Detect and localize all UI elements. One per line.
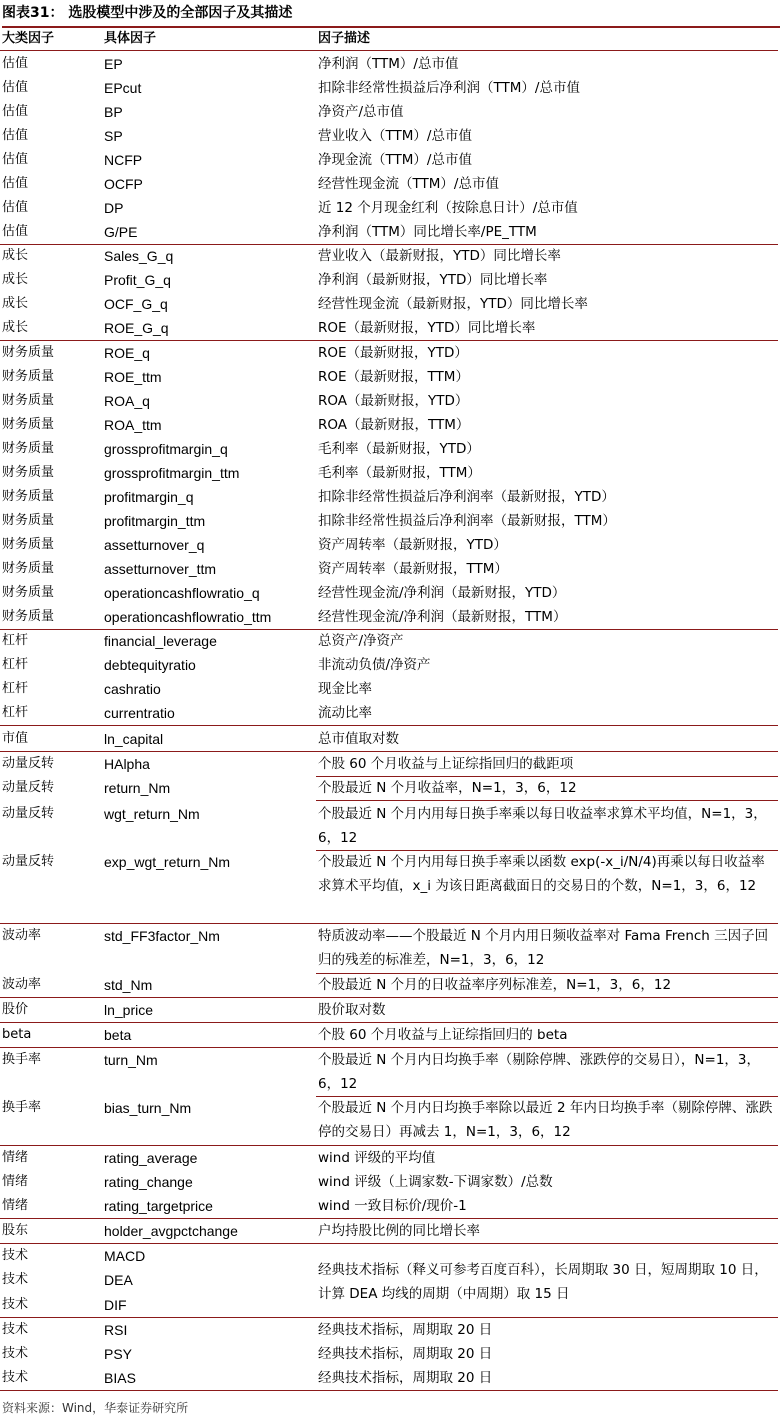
table-row bbox=[0, 509, 778, 533]
table-row bbox=[0, 76, 778, 100]
row-divider bbox=[316, 800, 778, 801]
description-cell: 经营性现金流（最新财报，YTD）同比增长率 bbox=[318, 296, 588, 312]
factor-cell: currentratio bbox=[104, 705, 175, 721]
description-cell: 营业收入（TTM）/总市值 bbox=[318, 128, 472, 144]
factor-cell: HAlpha bbox=[104, 756, 150, 772]
factor-cell: PSY bbox=[104, 1346, 133, 1362]
factor-cell: NCFP bbox=[104, 152, 143, 168]
factor-group bbox=[0, 244, 778, 340]
category-cell: 估值 bbox=[2, 80, 29, 95]
factor-cell: ROE_q bbox=[104, 345, 150, 361]
table-row bbox=[0, 124, 778, 148]
description-cell: 净资产/总市值 bbox=[318, 104, 404, 120]
factor-cell: ln_capital bbox=[104, 731, 164, 747]
category-cell: 动量反转 bbox=[2, 806, 55, 821]
header-category: 大类因子 bbox=[2, 31, 55, 46]
factor-cell: cashratio bbox=[104, 681, 161, 697]
table-row bbox=[0, 1219, 778, 1243]
category-cell: 估值 bbox=[2, 152, 29, 167]
description-cell: 扣除非经常性损益后净利润（TTM）/总市值 bbox=[318, 80, 580, 96]
table-row bbox=[0, 850, 778, 922]
factor-cell: ROE_G_q bbox=[104, 320, 169, 336]
factor-cell: G/PE bbox=[104, 224, 138, 240]
factor-cell: return_Nm bbox=[104, 780, 171, 796]
table-row bbox=[0, 148, 778, 172]
category-cell: 换手率 bbox=[2, 1100, 42, 1115]
category-cell: 财务质量 bbox=[2, 465, 55, 480]
description-cell: wind 一致目标价/现价-1 bbox=[318, 1198, 467, 1214]
category-cell: 动量反转 bbox=[2, 854, 55, 869]
table-row bbox=[0, 802, 778, 850]
factor-cell: DEA bbox=[104, 1272, 133, 1288]
factor-cell: ROA_q bbox=[104, 393, 150, 409]
category-cell: beta bbox=[2, 1027, 32, 1042]
factor-group bbox=[0, 998, 778, 1022]
header-factor: 具体因子 bbox=[104, 31, 157, 46]
factor-group bbox=[0, 1318, 778, 1390]
description-cell: ROA（最新财报，YTD） bbox=[318, 393, 469, 409]
description-cell: 个股最近 N 个月内用每日换手率乘以函数 exp(-x_i/N/4)再乘以每日收益率求算术平均值，x_i 为该日距离截面日的交易日的个数，N=1，3，6，12 bbox=[318, 854, 765, 894]
table-row bbox=[0, 629, 778, 653]
table-row bbox=[0, 776, 778, 800]
category-cell: 估值 bbox=[2, 104, 29, 119]
table-row bbox=[0, 653, 778, 677]
table-row bbox=[0, 581, 778, 605]
table-row bbox=[0, 389, 778, 413]
factor-cell: debtequityratio bbox=[104, 657, 196, 673]
factor-cell: grossprofitmargin_ttm bbox=[104, 465, 240, 481]
category-cell: 估值 bbox=[2, 200, 29, 215]
table-row bbox=[0, 100, 778, 124]
factor-cell: EP bbox=[104, 56, 123, 72]
category-cell: 技术 bbox=[2, 1370, 29, 1385]
description-cell: 资产周转率（最新财报，TTM） bbox=[318, 561, 508, 577]
table-row bbox=[0, 1170, 778, 1194]
factor-cell: std_Nm bbox=[104, 977, 153, 993]
table-row bbox=[0, 437, 778, 461]
table-row bbox=[0, 727, 778, 751]
table-row bbox=[0, 413, 778, 437]
description-cell: 营业收入（最新财报，YTD）同比增长率 bbox=[318, 248, 561, 264]
factor-group bbox=[0, 1146, 778, 1218]
category-cell: 换手率 bbox=[2, 1052, 42, 1067]
category-cell: 情绪 bbox=[2, 1150, 29, 1165]
factor-cell: beta bbox=[104, 1027, 132, 1043]
category-cell: 财务质量 bbox=[2, 489, 55, 504]
description-cell: 扣除非经常性损益后净利润率（最新财报，YTD） bbox=[318, 489, 615, 505]
factor-group bbox=[0, 1048, 778, 1145]
table-row bbox=[0, 1146, 778, 1170]
category-cell: 市值 bbox=[2, 731, 29, 746]
factor-group bbox=[0, 1219, 778, 1243]
category-cell: 情绪 bbox=[2, 1198, 29, 1213]
factor-group bbox=[0, 1244, 778, 1317]
description-cell: wind 评级的平均值 bbox=[318, 1150, 436, 1166]
table-row bbox=[0, 485, 778, 509]
factor-cell: rating_average bbox=[104, 1150, 198, 1166]
category-cell: 技术 bbox=[2, 1297, 29, 1312]
factor-cell: OCF_G_q bbox=[104, 296, 168, 312]
category-cell: 动量反转 bbox=[2, 780, 55, 795]
factor-cell: operationcashflowratio_q bbox=[104, 585, 260, 601]
category-cell: 估值 bbox=[2, 176, 29, 191]
factor-group bbox=[0, 629, 778, 725]
factor-cell: wgt_return_Nm bbox=[104, 806, 200, 822]
row-divider bbox=[316, 850, 778, 851]
factor-cell: bias_turn_Nm bbox=[104, 1100, 192, 1116]
header-description: 因子描述 bbox=[318, 31, 371, 46]
category-cell: 技术 bbox=[2, 1322, 29, 1337]
category-cell: 财务质量 bbox=[2, 609, 55, 624]
factor-cell: ROE_ttm bbox=[104, 369, 162, 385]
description-cell: 净利润（TTM）同比增长率/PE_TTM bbox=[318, 224, 537, 240]
table-row bbox=[0, 196, 778, 220]
table-row bbox=[0, 557, 778, 581]
description-cell: 毛利率（最新财报，YTD） bbox=[318, 441, 480, 457]
factor-cell: grossprofitmargin_q bbox=[104, 441, 228, 457]
factor-cell: exp_wgt_return_Nm bbox=[104, 854, 231, 870]
factor-cell: DP bbox=[104, 200, 124, 216]
description-cell: 现金比率 bbox=[318, 681, 372, 697]
description-cell: 个股 60 个月收益与上证综指回归的 beta bbox=[318, 1027, 568, 1043]
category-cell: 财务质量 bbox=[2, 561, 55, 576]
description-cell: 股价取对数 bbox=[318, 1002, 386, 1018]
table-row bbox=[0, 268, 778, 292]
description-cell: 净利润（最新财报，YTD）同比增长率 bbox=[318, 272, 548, 288]
description-cell: 个股最近 N 个月的日收益率序列标准差，N=1，3，6，12 bbox=[318, 977, 672, 993]
category-cell: 估值 bbox=[2, 128, 29, 143]
factor-cell: OCFP bbox=[104, 176, 143, 192]
factor-cell: DIF bbox=[104, 1297, 127, 1313]
factor-cell: BP bbox=[104, 104, 123, 120]
description-cell: 总资产/净资产 bbox=[318, 633, 404, 649]
factor-cell: financial_leverage bbox=[104, 633, 217, 649]
description-cell: 资产周转率（最新财报，YTD） bbox=[318, 537, 507, 553]
table-row bbox=[0, 605, 778, 629]
factor-cell: MACD bbox=[104, 1248, 146, 1264]
row-divider bbox=[316, 776, 778, 777]
description-cell: 扣除非经常性损益后净利润率（最新财报，TTM） bbox=[318, 513, 616, 529]
description-cell: 经典技术指标，周期取 20 日 bbox=[318, 1322, 493, 1338]
factor-group bbox=[0, 1023, 778, 1047]
table-row bbox=[0, 244, 778, 268]
factor-group bbox=[0, 752, 778, 923]
table-row bbox=[0, 701, 778, 725]
table-row bbox=[0, 1194, 778, 1218]
category-cell: 情绪 bbox=[2, 1174, 29, 1189]
category-cell: 财务质量 bbox=[2, 585, 55, 600]
category-cell: 波动率 bbox=[2, 977, 42, 992]
factor-group bbox=[0, 727, 778, 751]
table-row bbox=[0, 341, 778, 365]
factor-cell: ROA_ttm bbox=[104, 417, 162, 433]
factor-cell: turn_Nm bbox=[104, 1052, 158, 1068]
table-row bbox=[0, 220, 778, 244]
category-cell: 股价 bbox=[2, 1002, 29, 1017]
category-cell: 财务质量 bbox=[2, 441, 55, 456]
description-cell: 经典技术指标，周期取 20 日 bbox=[318, 1346, 493, 1362]
description-cell: ROE（最新财报，YTD）同比增长率 bbox=[318, 320, 536, 336]
factor-group bbox=[0, 341, 778, 629]
table-row bbox=[0, 1048, 778, 1096]
table-row bbox=[0, 924, 778, 972]
description-cell: ROA（最新财报，TTM） bbox=[318, 417, 470, 433]
description-cell: 净利润（TTM）/总市值 bbox=[318, 56, 459, 72]
factor-cell: SP bbox=[104, 128, 123, 144]
group-divider bbox=[0, 725, 778, 726]
category-cell: 技术 bbox=[2, 1346, 29, 1361]
description-cell: 经营性现金流（TTM）/总市值 bbox=[318, 176, 499, 192]
category-cell: 财务质量 bbox=[2, 369, 55, 384]
factor-cell: rating_targetprice bbox=[104, 1198, 213, 1214]
description-cell: 户均持股比例的同比增长率 bbox=[318, 1223, 480, 1239]
header-rule bbox=[0, 50, 778, 51]
category-cell: 估值 bbox=[2, 56, 29, 71]
description-cell: 近 12 个月现金红利（按除息日计）/总市值 bbox=[318, 200, 578, 216]
table-row bbox=[0, 292, 778, 316]
description-cell: 特质波动率——个股最近 N 个月内用日频收益率对 Fama French 三因子回归的残差的标准差，N=1，3，6，12 bbox=[318, 928, 769, 968]
page-title: 图表31： 选股模型中涉及的全部因子及其描述 bbox=[2, 2, 780, 28]
category-cell: 财务质量 bbox=[2, 513, 55, 528]
factor-group bbox=[0, 52, 778, 244]
merged-description bbox=[0, 1258, 778, 1306]
table-row bbox=[0, 752, 778, 776]
factor-cell: operationcashflowratio_ttm bbox=[104, 609, 272, 625]
category-cell: 技术 bbox=[2, 1272, 29, 1287]
description-cell: 个股最近 N 个月内用每日换手率乘以每日收益率求算术平均值，N=1，3，6，12 bbox=[318, 806, 767, 846]
table-row bbox=[0, 52, 778, 76]
description-cell: 非流动负债/净资产 bbox=[318, 657, 431, 673]
table-row bbox=[0, 998, 778, 1022]
table-row bbox=[0, 316, 778, 340]
factor-group bbox=[0, 924, 778, 997]
factor-cell: std_FF3factor_Nm bbox=[104, 928, 220, 944]
description-cell: 个股最近 N 个月内日均换手率除以最近 2 年内日均换手率（剔除停牌、涨跌停的交易日）再减去 1，N=1，3，6，12 bbox=[318, 1100, 773, 1140]
description-cell: ROE（最新财报，TTM） bbox=[318, 369, 469, 385]
category-cell: 财务质量 bbox=[2, 345, 55, 360]
description-cell: 总市值取对数 bbox=[318, 731, 399, 747]
factor-cell: RSI bbox=[104, 1322, 128, 1338]
table-row bbox=[0, 461, 778, 485]
table-row bbox=[0, 1318, 778, 1342]
table-row bbox=[0, 973, 778, 997]
description-cell: 毛利率（最新财报，TTM） bbox=[318, 465, 481, 481]
factor-cell: profitmargin_q bbox=[104, 489, 194, 505]
factor-cell: BIAS bbox=[104, 1370, 136, 1386]
category-cell: 财务质量 bbox=[2, 393, 55, 408]
table-row bbox=[0, 365, 778, 389]
group-divider bbox=[0, 1390, 778, 1391]
description-cell: 净现金流（TTM）/总市值 bbox=[318, 152, 472, 168]
description-cell: 流动比率 bbox=[318, 705, 372, 721]
table-row bbox=[0, 1366, 778, 1390]
category-cell: 财务质量 bbox=[2, 537, 55, 552]
category-cell: 杠杆 bbox=[2, 705, 29, 720]
table-row bbox=[0, 1342, 778, 1366]
category-cell: 成长 bbox=[2, 272, 29, 287]
factor-cell: EPcut bbox=[104, 80, 142, 96]
factor-cell: assetturnover_ttm bbox=[104, 561, 217, 577]
factor-cell: assetturnover_q bbox=[104, 537, 205, 553]
description-cell: 个股最近 N 个月内日均换手率（剔除停牌、涨跌停的交易日），N=1，3，6，12 bbox=[318, 1052, 761, 1092]
category-cell: 杠杆 bbox=[2, 657, 29, 672]
category-cell: 动量反转 bbox=[2, 756, 55, 771]
table-row bbox=[0, 677, 778, 701]
category-cell: 股东 bbox=[2, 1223, 29, 1238]
description-cell: wind 评级（上调家数-下调家数）/总数 bbox=[318, 1174, 553, 1190]
factor-cell: rating_change bbox=[104, 1174, 193, 1190]
factor-cell: profitmargin_ttm bbox=[104, 513, 206, 529]
category-cell: 成长 bbox=[2, 296, 29, 311]
description-cell: 经典技术指标（释义可参考百度百科），长周期取 30 日，短周期取 10 日，计算 DEA 均线的周期（中周期）取 15 日 bbox=[318, 1262, 768, 1302]
row-divider bbox=[316, 1096, 778, 1097]
row-divider bbox=[316, 973, 778, 974]
category-cell: 波动率 bbox=[2, 928, 42, 943]
factor-cell: Sales_G_q bbox=[104, 248, 174, 264]
table-row bbox=[0, 172, 778, 196]
category-cell: 成长 bbox=[2, 320, 29, 335]
category-cell: 技术 bbox=[2, 1248, 29, 1263]
factor-cell: holder_avgpctchange bbox=[104, 1223, 238, 1239]
category-cell: 估值 bbox=[2, 224, 29, 239]
table-row bbox=[0, 1096, 778, 1144]
category-cell: 杠杆 bbox=[2, 633, 29, 648]
source-note: 资料来源：Wind，华泰证券研究所 bbox=[2, 1401, 189, 1415]
factor-cell: Profit_G_q bbox=[104, 272, 171, 288]
factor-cell: ln_price bbox=[104, 1002, 154, 1018]
table-row bbox=[0, 533, 778, 557]
category-cell: 财务质量 bbox=[2, 417, 55, 432]
table-row bbox=[0, 1023, 778, 1047]
description-cell: 经典技术指标，周期取 20 日 bbox=[318, 1370, 493, 1386]
description-cell: 经营性现金流/净利润（最新财报，YTD） bbox=[318, 585, 566, 601]
description-cell: ROE（最新财报，YTD） bbox=[318, 345, 468, 361]
description-cell: 经营性现金流/净利润（最新财报，TTM） bbox=[318, 609, 567, 625]
category-cell: 杠杆 bbox=[2, 681, 29, 696]
description-cell: 个股最近 N 个月收益率，N=1，3，6，12 bbox=[318, 780, 577, 796]
description-cell: 个股 60 个月收益与上证综指回归的截距项 bbox=[318, 756, 574, 772]
category-cell: 成长 bbox=[2, 248, 29, 263]
